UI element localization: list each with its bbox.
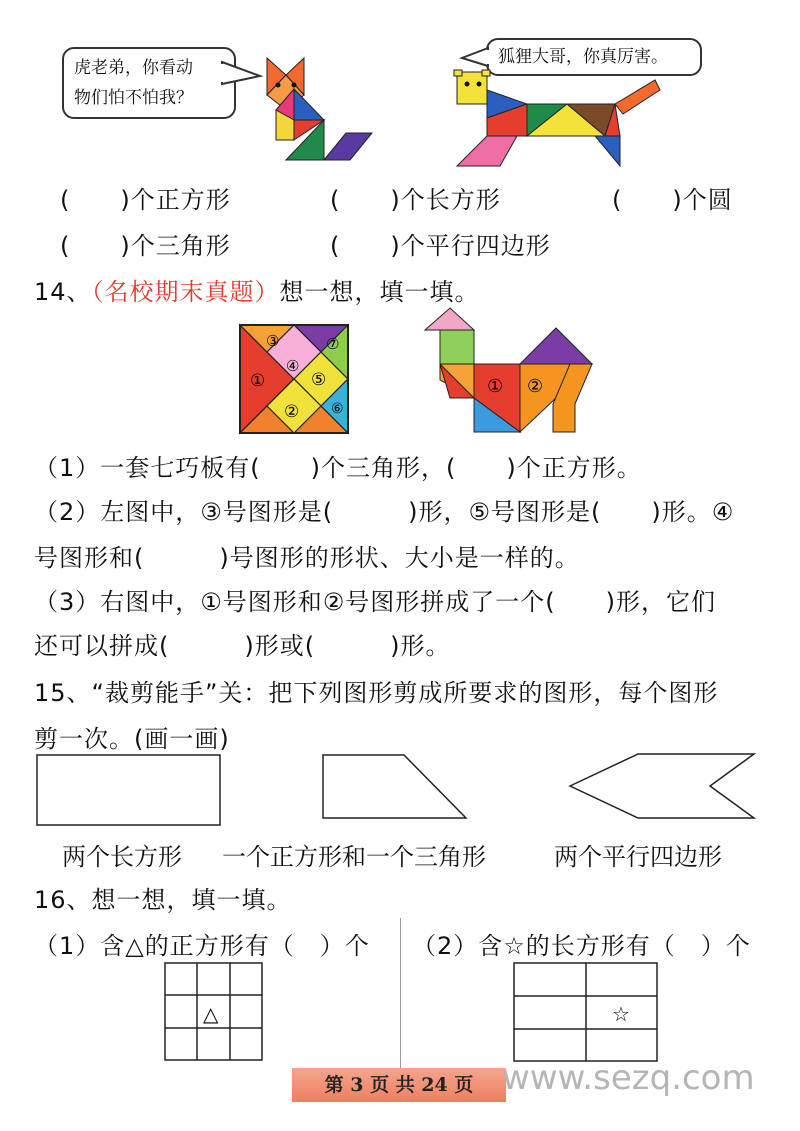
square-piece-3-label: ③ xyxy=(266,332,280,350)
q15-instruction-line1: 15、“裁剪能手”关：把下列图形剪成所要求的图形，每个图形 xyxy=(34,679,719,707)
square-piece-2-label: ② xyxy=(284,402,300,422)
q14-sub3-line1: （3）右图中，①号图形和②号图形拼成了一个( )形，它们 xyxy=(34,588,717,616)
site-watermark: www.sezq.com xyxy=(502,1058,755,1098)
tiger-speech-line: 狐狸大哥，你真厉害。 xyxy=(498,47,668,67)
q13-parallelograms-blank: ( )个平行四边形 xyxy=(330,232,551,260)
fox-tangram-figure xyxy=(264,55,374,165)
bird-piece-2-label: ② xyxy=(527,376,544,397)
q16-part1: （1）含△的正方形有（ ）个 xyxy=(34,932,370,960)
q15-instruction-line2: 剪一次。(画一画) xyxy=(34,725,230,753)
cut-trapezoid-shape[interactable] xyxy=(322,754,472,824)
q14-heading xyxy=(34,272,480,307)
q14-number: 14、 xyxy=(34,278,92,306)
fox-speech-bubble xyxy=(62,47,236,119)
square-piece-1-label: ① xyxy=(250,371,266,391)
square-piece-7-label: ⑦ xyxy=(326,335,340,353)
q13-rectangles-blank: ( )个长方形 xyxy=(330,186,501,214)
tangram-bird-figure xyxy=(420,304,600,434)
q16-divider xyxy=(400,918,401,1068)
fox-speech-line-1: 虎老弟，你看动 xyxy=(74,58,193,78)
page-number-band: 第 3 页 共 24 页 xyxy=(292,1068,506,1102)
square-piece-4-label: ④ xyxy=(286,357,300,375)
triangle-mark: △ xyxy=(203,1002,219,1026)
q13-triangles-blank: ( )个三角形 xyxy=(60,232,231,260)
q14-sub2-line1: （2）左图中，③号图形是( )形，⑤号图形是( )形。④ xyxy=(34,498,735,526)
q14-title: 想一想，填一填。 xyxy=(279,278,480,306)
q16-title: 16、想一想，填一填。 xyxy=(34,886,292,914)
tangram-square-figure xyxy=(240,325,350,435)
q13-squares-blank: ( )个正方形 xyxy=(60,186,231,214)
q14-sub1: （1）一套七巧板有( )个三角形，( )个正方形。 xyxy=(34,454,642,482)
square-piece-6-label: ⑥ xyxy=(331,401,344,417)
fox-bubble-tail xyxy=(222,62,262,92)
star-mark: ☆ xyxy=(612,1002,630,1026)
q14-sub2-line2: 号图形和( )号图形的形状、大小是一样的。 xyxy=(34,544,580,572)
tiger-tangram-figure xyxy=(455,70,665,170)
cut-caption-two-rectangles: 两个长方形 xyxy=(62,843,182,871)
cut-caption-square-and-triangle: 一个正方形和一个三角形 xyxy=(222,843,486,871)
q16-part2: （2）含☆的长方形有（ ）个 xyxy=(412,932,751,960)
q13-circles-blank: ( )个圆 xyxy=(612,186,733,214)
cut-rectangle-shape[interactable] xyxy=(36,754,226,834)
bird-piece-1-label: ① xyxy=(487,376,504,397)
rectangle-grid-figure xyxy=(514,963,664,1068)
square-piece-5-label: ⑤ xyxy=(311,370,327,390)
cut-caption-two-parallelograms: 两个平行四边形 xyxy=(554,843,722,871)
q14-source-tag: （名校期末真题） xyxy=(91,278,280,306)
grid-3x3-figure xyxy=(165,963,265,1063)
fox-speech-line-2: 物们怕不怕我？ xyxy=(74,88,193,108)
q14-sub3-line2: 还可以拼成( )形或( )形。 xyxy=(34,632,451,660)
cut-arrow-shape[interactable] xyxy=(568,752,758,832)
